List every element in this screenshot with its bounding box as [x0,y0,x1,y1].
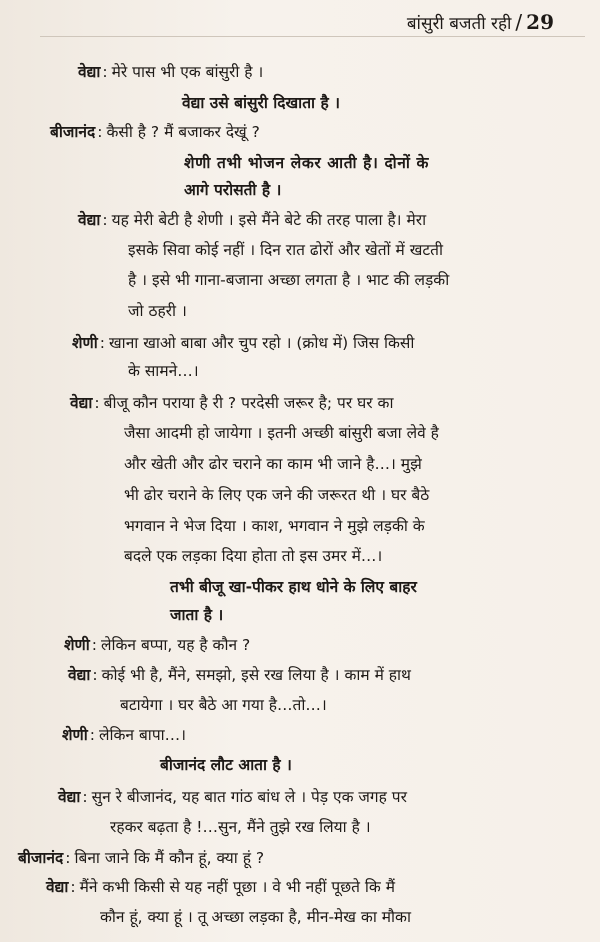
dialogue-line: वेद्या : मैंने कभी किसी से यह नहीं पूछा । वे भी नहीं पूछते कि मैं [46,878,395,896]
speaker-name: बीजानंद [18,849,64,867]
dialogue-text: बिना जाने कि मैं कौन हूं, क्या हूं ? [74,849,265,867]
dialogue-text: मेरे पास भी एक बांसुरी है । [111,63,264,81]
speaker-name: वेद्या [46,878,69,896]
dialogue-continuation: रहकर बढ़ता है !…सुन, मैंने तुझे रख लिया है । [110,818,371,836]
dialogue-line: वेद्या : यह मेरी बेटी है शेणी । इसे मैंने बेटे की तरह पाला है। मेरा [78,211,427,229]
dialogue-text: कैसी है ? मैं बजाकर देखूं ? [106,123,260,141]
dialogue-line: बीजानंद : कैसी है ? मैं बजाकर देखूं ? [50,123,260,141]
dialogue-line: वेद्या : सुन रे बीजानंद, यह बात गांठ बांध ले । पेड़ एक जगह पर [58,788,407,806]
dialogue-continuation: जैसा आदमी हो जायेगा । इतनी अच्छी बांसुरी बजा लेवे है [124,424,439,442]
dialogue-continuation: है । इसे भी गाना-बजाना अच्छा लगता है । भाट की लड़की [128,271,450,289]
dialogue-text: खाना खाओ बाबा और चुप रहो । (क्रोध में) जिस किसी [109,334,415,352]
dialogue-text: यह मेरी बेटी है शेणी । इसे मैंने बेटे की तरह पाला है। मेरा [111,211,427,229]
dialogue-continuation: और खेती और ढोर चराने का काम भी जाने है…। मुझे [124,455,422,473]
speaker-name: वेद्या [78,211,101,229]
dialogue-line: शेणी : खाना खाओ बाबा और चुप रहो । (क्रोध में) जिस किसी [72,334,415,352]
stage-direction: बीजानंद लौट आता है । [160,756,292,774]
dialogue-line: वेद्या : बीजू कौन पराया है री ? परदेसी जरूर है; पर घर का [70,394,394,412]
dialogue-text: सुन रे बीजानंद, यह बात गांठ बांध ले । पेड़ एक जगह पर [91,788,407,806]
stage-direction: तभी बीजू खा-पीकर हाथ धोने के लिए बाहर [170,578,417,596]
speaker-name: बीजानंद [50,123,96,141]
dialogue-continuation: बदले एक लड़का दिया होता तो इस उमर में…। [124,547,383,565]
dialogue-line: वेद्या : कोई भी है, मैंने, समझो, इसे रख लिया है । काम में हाथ [68,666,411,684]
stage-direction: वेद्या उसे बांसुरी दिखाता है । [182,94,340,112]
speaker-name: वेद्या [70,394,93,412]
stage-direction: आगे परोसती है । [184,181,282,199]
dialogue-line: शेणी : लेकिन बप्पा, यह है कौन ? [64,636,251,654]
page-number: 29 [526,10,554,34]
speaker-name: शेणी [72,334,98,352]
stage-direction: शेणी तभी भोजन लेकर आती है। दोनों के [184,154,430,172]
speaker-name: शेणी [62,726,88,744]
dialogue-text: लेकिन बापा…। [99,726,187,744]
dialogue-text: लेकिन बप्पा, यह है कौन ? [101,636,251,654]
header-rule [40,36,585,37]
dialogue-line: शेणी : लेकिन बापा…। [62,726,187,744]
book-title: बांसुरी बजती रही [406,14,512,34]
dialogue-text: कोई भी है, मैंने, समझो, इसे रख लिया है । काम में हाथ [101,666,411,684]
running-header [407,10,554,34]
dialogue-text: बीजू कौन पराया है री ? परदेसी जरूर है; पर घर का [103,394,394,412]
dialogue-continuation: बटायेगा । घर बैठे आ गया है…तो…। [120,696,327,714]
speaker-name: वेद्या [78,63,101,81]
dialogue-text: मैंने कभी किसी से यह नहीं पूछा । वे भी नहीं पूछते कि मैं [79,878,395,896]
dialogue-continuation: भी ढोर चराने के लिए एक जने की जरूरत थी । घर बैठे [124,486,430,504]
dialogue-continuation: कौन हूं, क्या हूं । तू अच्छा लड़का है, मीन-मेख का मौका [100,908,411,926]
speaker-name: वेद्या [58,788,81,806]
dialogue-continuation: जो ठहरी । [128,302,187,320]
dialogue-line: वेद्या : मेरे पास भी एक बांसुरी है । [78,63,264,81]
header-separator: / [515,10,523,34]
dialogue-continuation: इसके सिवा कोई नहीं । दिन रात ढोरों और खेतों में खटती [128,241,444,259]
dialogue-line: बीजानंद : बिना जाने कि मैं कौन हूं, क्या हूं ? [18,849,265,867]
dialogue-continuation: के सामने…। [128,362,199,380]
stage-direction: जाता है । [170,606,224,624]
speaker-name: वेद्या [68,666,91,684]
dialogue-continuation: भगवान ने भेज दिया । काश, भगवान ने मुझे लड़की के [124,517,425,535]
speaker-name: शेणी [64,636,90,654]
